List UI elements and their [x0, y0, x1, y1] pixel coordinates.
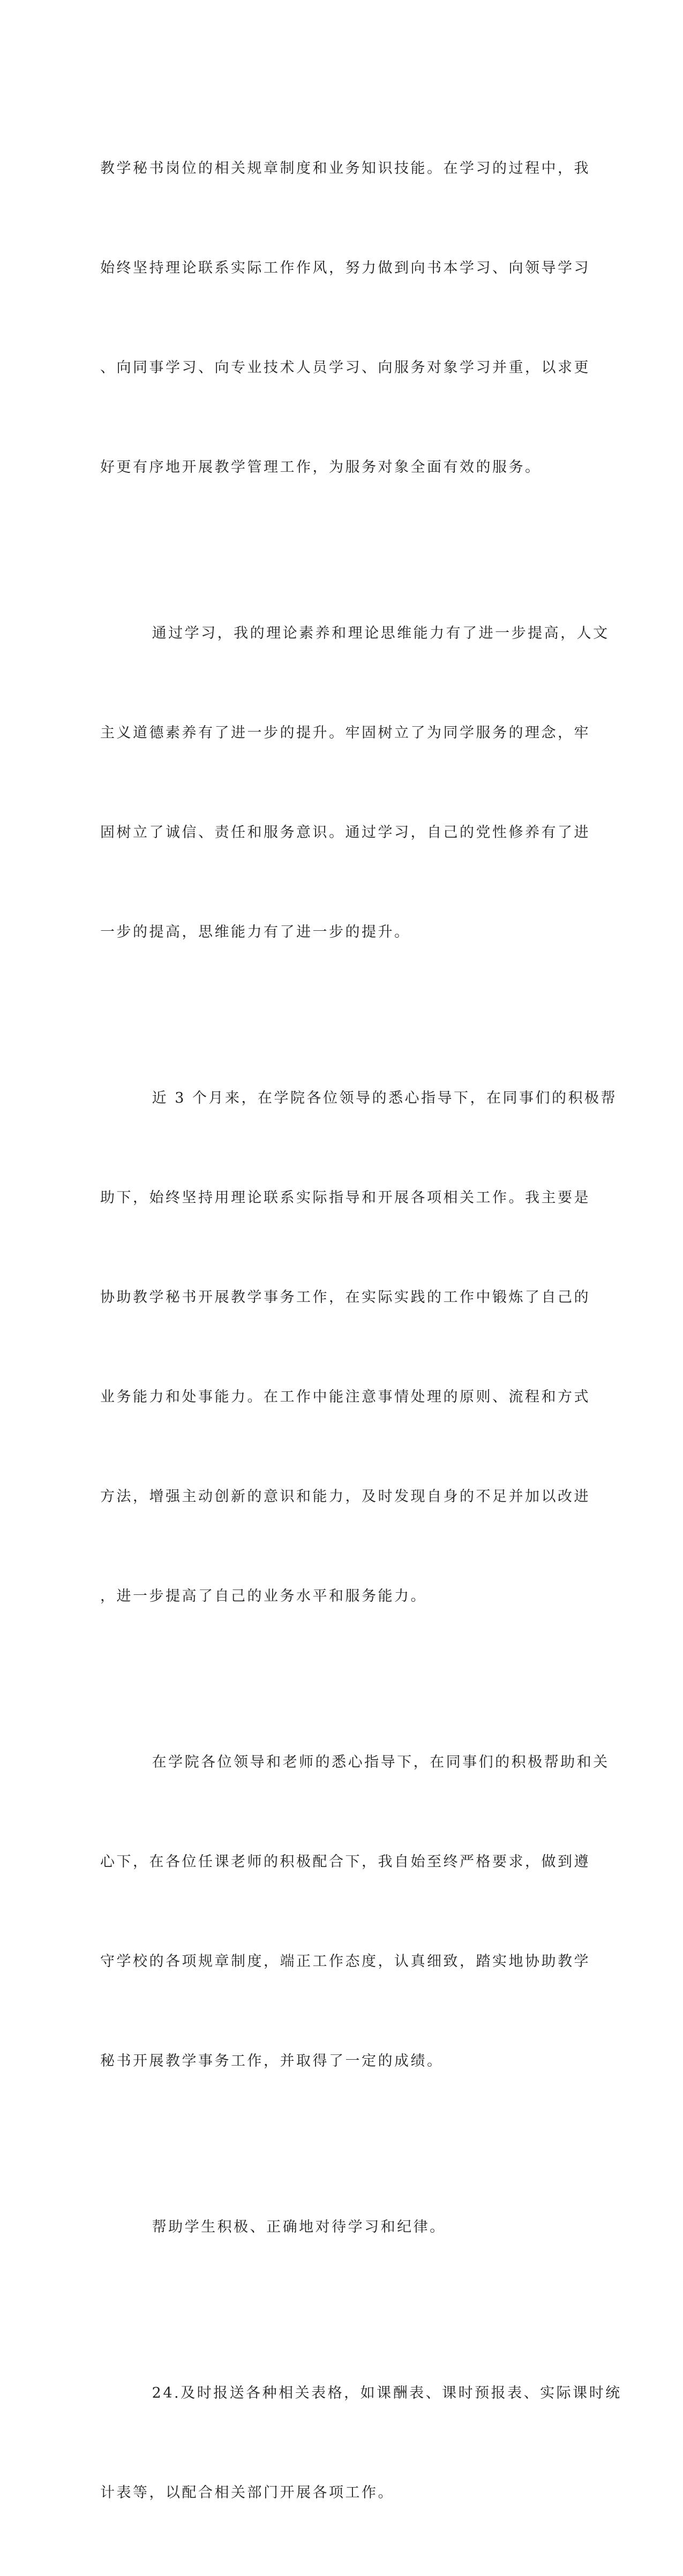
- text-line: 方法，增强主动创新的意识和能力，及时发现自身的不足并加以改进: [100, 1488, 590, 1505]
- text-line: 秘书开展教学事务工作，并取得了一定的成绩。: [100, 2053, 444, 2069]
- text-line: ，进一步提高了自己的业务水平和服务能力。: [100, 1588, 427, 1605]
- text-line: 、向同事学习、向专业技术人员学习、向服务对象学习并重，以求更: [100, 359, 590, 376]
- text-line: 助下，始终坚持用理论联系实际指导和开展各项相关工作。我主要是: [100, 1189, 590, 1206]
- text-line: 守学校的各项规章制度，端正工作态度，认真细致，踏实地协助教学: [100, 1953, 590, 1970]
- text-line: 协助教学秘书开展教学事务工作，在实际实践的工作中锻炼了自己的: [100, 1289, 590, 1306]
- text-line: 始终坚持理论联系实际工作作风，努力做到向书本学习、向领导学习: [100, 260, 590, 276]
- paragraph-5: [100, 2144, 572, 2310]
- text-line: 帮助学生积极、正确地对待学习和纪律。: [100, 2219, 446, 2235]
- paragraph-6: [100, 2310, 622, 2576]
- text-line: 教学秘书岗位的相关规章制度和业务知识技能。在学习的过程中，我: [100, 160, 590, 177]
- text-line: 好更有序地开展教学管理工作，为服务对象全面有效的服务。: [100, 459, 542, 476]
- text-line: 业务能力和处事能力。在工作中能注意事情处理的原则、流程和方式: [100, 1389, 590, 1405]
- text-line: 一步的提高，思维能力有了进一步的提升。: [100, 924, 411, 940]
- text-line: 近 3 个月来，在学院各位领导的悉心指导下，在同事们的积极帮: [100, 1090, 618, 1106]
- text-line: 主义道德素养有了进一步的提升。牢固树立了为同学服务的理念，牢: [100, 725, 590, 741]
- text-line: 心下，在各位任课老师的积极配合下，我自始至终严格要求，做到遵: [100, 1854, 590, 1870]
- paragraph-1: [100, 86, 590, 551]
- text-line: 24.及时报送各种相关表格，如课酬表、课时预报表、实际课时统: [100, 2385, 622, 2401]
- paragraph-2: [100, 551, 610, 1015]
- text-line: 在学院各位领导和老师的悉心指导下，在同事们的积极帮助和关: [100, 1754, 610, 1771]
- text-line: 固树立了诚信、责任和服务意识。通过学习，自己的党性修养有了进: [100, 824, 590, 841]
- paragraph-4: [100, 1679, 610, 2144]
- text-line: 计表等，以配合相关部门开展各项工作。: [100, 2484, 394, 2501]
- document-body: [100, 86, 622, 2576]
- paragraph-3: [100, 1015, 618, 1679]
- text-line: 通过学习，我的理论素养和理论思维能力有了进一步提高，人文: [100, 625, 610, 642]
